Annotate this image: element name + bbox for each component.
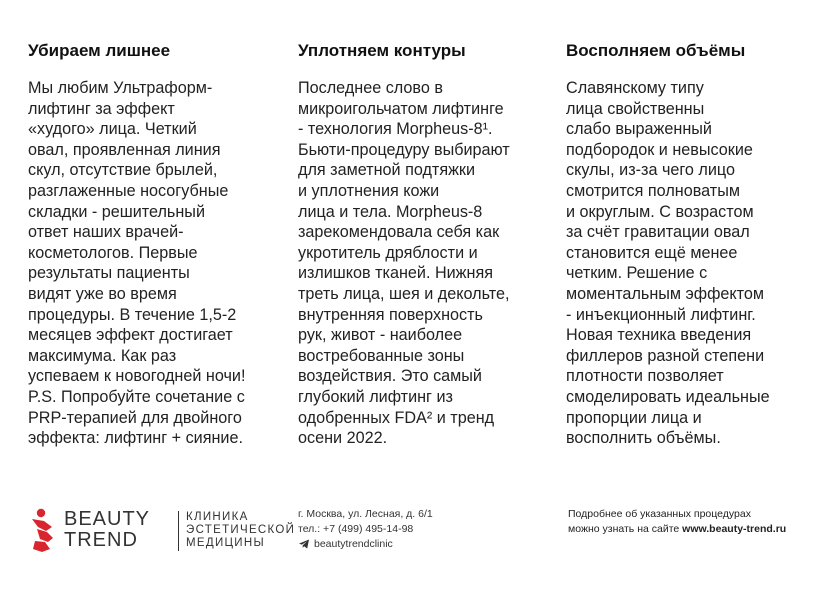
column-text: Славянскому типу лица свойственны слабо выраженный подбородок и невысокие скулы, из-за чего лицо смотрится полноватым и округлым. С возрастом за счёт гравитации овал становится ещё менее четким. Решение с моментальным эффектом - инъекционный лифтинг. Новая техника введения филлеров разной степени плотности позволяет смоделировать идеальные пропорции лица и восполнить объёмы. <box>566 79 770 448</box>
telegram-icon <box>298 538 310 550</box>
phone-link[interactable]: тел.: +7 (499) 495-14-98 <box>298 523 414 535</box>
column-remove-excess <box>28 40 278 449</box>
clinic-logo <box>26 505 296 555</box>
telegram-link[interactable] <box>298 537 433 552</box>
column-restore-volume <box>566 40 816 449</box>
column-text: Последнее слово в микроигольчатом лифтинге - технология Morpheus-8¹. Бьюти-процедуру выбирают для заметной подтяжки и уплотнения кожи лица и тела. Morpheus-8 зарекомендовала себя как укротитель дряблости и излишков тканей. Нижняя треть лица, шея и декольте, внутренняя поверхность рук, живот - наиболее востребованные зоны воздействия. Это самый глубокий лифтинг из одобренных FDA² и тренд осени 2022. <box>298 79 510 448</box>
website-link[interactable]: www.beauty-trend.ru <box>682 523 787 535</box>
clinic-line: МЕДИЦИНЫ <box>186 537 265 549</box>
more-info-prefix: можно узнать на сайте <box>568 523 683 535</box>
more-info <box>568 507 786 537</box>
brand-line: TREND <box>64 529 138 551</box>
more-info-line: Подробнее об указанных процедурах <box>568 508 751 520</box>
brand-name <box>64 509 150 551</box>
telegram-handle: beautytrendclinic <box>314 538 393 550</box>
footer <box>0 495 832 575</box>
brand-line: BEAUTY <box>64 508 151 530</box>
column-text: Мы любим Ультраформ- лифтинг за эффект «худого» лица. Четкий овал, проявленная линия скул, отсутствие брылей, разглаженные носогубные складки - решительный ответ наших врачей- косметологов. Первые результаты пациенты видят уже во время процедуры. В течение 1,5-2 месяцев эффект достигает максимума. Как раз успеваем к новогодней ночи! P.S. Попробуйте сочетание с PRP-терапией для двойного эффекта: лифтинг + сияние. <box>28 79 246 448</box>
column-title: Восполняем объёмы <box>566 41 746 60</box>
clinic-line: КЛИНИКА <box>186 511 249 523</box>
column-title: Убираем лишнее <box>28 41 171 60</box>
clinic-descriptor <box>186 511 295 550</box>
logo-divider <box>178 511 179 551</box>
column-title: Уплотняем контуры <box>298 41 466 60</box>
more-info-line <box>568 522 786 537</box>
column-tighten-contours <box>298 40 548 449</box>
clinic-line: ЭСТЕТИЧЕСКОЙ <box>186 524 296 536</box>
address: г. Москва, ул. Лесная, д. 6/1 <box>298 508 433 520</box>
beauty-trend-logo-icon <box>26 505 62 555</box>
contacts <box>298 507 433 552</box>
